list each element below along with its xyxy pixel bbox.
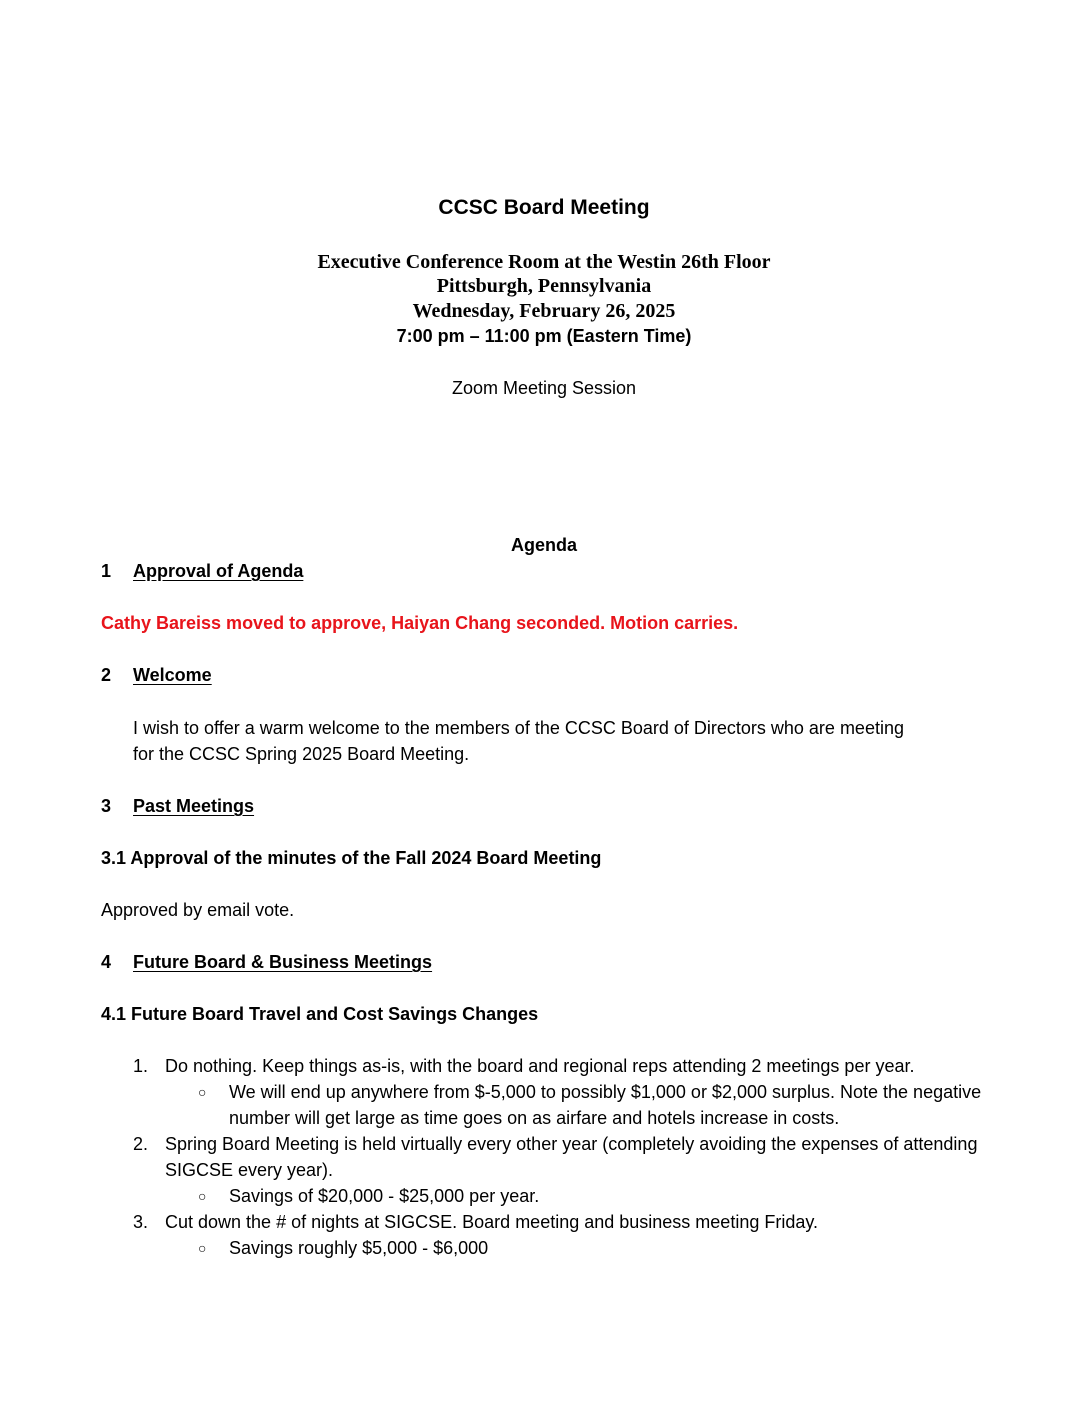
list-item-bullet-text: We will end up anywhere from $-5,000 to possibly $1,000 or $2,000 surplus. Note the negative number will get large as time goes on as airfare and hotels increase in costs.	[229, 1082, 982, 1128]
welcome-text-line-1: I wish to offer a warm welcome to the members of the CCSC Board of Directors who are meeting	[133, 718, 904, 738]
section-3-heading	[101, 793, 254, 819]
list-item-bullet-text: Savings roughly $5,000 - $6,000	[229, 1238, 489, 1258]
section-title: Welcome	[133, 665, 212, 685]
hollow-bullet-icon: ○	[198, 1188, 207, 1204]
hollow-bullet-icon: ○	[198, 1240, 207, 1256]
meeting-date: Wednesday, February 26, 2025	[412, 300, 676, 322]
list-item-bullet-text: Savings of $20,000 - $25,000 per year.	[229, 1186, 540, 1206]
meeting-city: Pittsburgh, Pennsylvania	[436, 275, 652, 297]
meeting-time: 7:00 pm – 11:00 pm (Eastern Time)	[396, 326, 692, 346]
meeting-session: Zoom Meeting Session	[451, 378, 637, 398]
list-item-text: Cut down the # of nights at SIGCSE. Board meeting and business meeting Friday.	[165, 1212, 819, 1232]
section-number: 1	[101, 561, 112, 581]
meeting-location: Executive Conference Room at the Westin 26th Floor	[317, 251, 771, 273]
list-item-number: 3.	[133, 1212, 149, 1232]
motion-text: Cathy Bareiss moved to approve, Haiyan Chang seconded. Motion carries.	[101, 613, 739, 633]
list-item-text: Do nothing. Keep things as-is, with the board and regional reps attending 2 meetings per year.	[165, 1056, 915, 1076]
section-2-heading	[101, 662, 212, 688]
list-item-number: 1.	[133, 1056, 149, 1076]
section-title: Approval of Agenda	[133, 561, 304, 581]
section-title: Future Board & Business Meetings	[133, 952, 433, 972]
subsection-3-1-title: 3.1 Approval of the minutes of the Fall 2024 Board Meeting	[101, 848, 602, 868]
list-item-text: Spring Board Meeting is held virtually every other year (completely avoiding the expenses of attending SIGCSE every year).	[165, 1134, 978, 1180]
subsection-4-1-title: 4.1 Future Board Travel and Cost Savings Changes	[101, 1004, 539, 1024]
section-title: Past Meetings	[133, 796, 255, 816]
welcome-text-line-2: for the CCSC Spring 2025 Board Meeting.	[133, 744, 470, 764]
section-number: 4	[101, 952, 112, 972]
section-4-heading	[101, 949, 432, 975]
agenda-label: Agenda	[510, 535, 577, 555]
hollow-bullet-icon: ○	[198, 1084, 207, 1100]
subsection-3-1-body: Approved by email vote.	[101, 900, 295, 920]
section-number: 3	[101, 796, 112, 816]
section-number: 2	[101, 665, 112, 685]
list-item-number: 2.	[133, 1134, 149, 1154]
section-1-heading	[101, 558, 303, 584]
document-title: CCSC Board Meeting	[438, 196, 650, 219]
